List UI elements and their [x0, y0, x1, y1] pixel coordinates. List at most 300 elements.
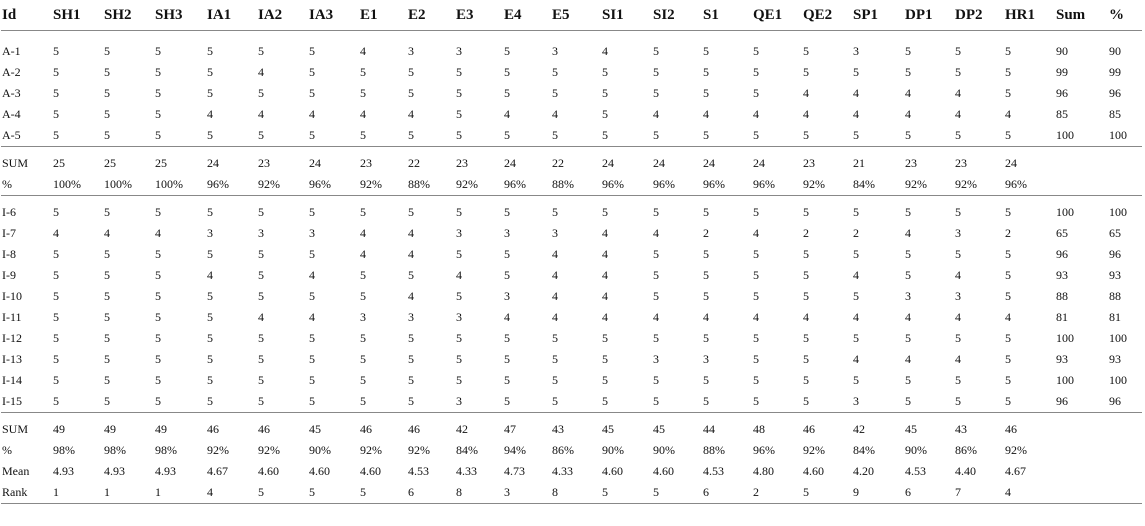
table-cell: 4	[258, 107, 264, 121]
table-cell: 5	[602, 128, 608, 142]
table-cell: 7	[955, 482, 1005, 504]
table-cell: 5	[456, 196, 504, 224]
table-cell: 22	[408, 147, 456, 175]
table-cell: 90%	[602, 443, 624, 457]
table-cell: 5	[753, 65, 759, 79]
table-cell: 49	[155, 413, 207, 441]
table-cell: 96	[1056, 394, 1068, 408]
table-cell: 4	[258, 310, 264, 324]
table-cell: 48	[753, 413, 803, 441]
table-cell: 5	[360, 196, 408, 224]
row-label: %	[2, 177, 12, 191]
table-cell: 5	[207, 352, 213, 366]
table-row	[1, 223, 1142, 244]
table-cell: 96	[1109, 86, 1121, 100]
table-cell: 5	[955, 331, 961, 345]
table-cell: 100%	[53, 177, 81, 191]
table-cell: 93	[1109, 268, 1121, 282]
row-label: I-11	[2, 310, 22, 324]
table-cell: 5	[803, 44, 809, 58]
table-cell: 5	[653, 289, 659, 303]
table-cell: 4.60	[602, 464, 623, 478]
table-cell: 4	[408, 107, 414, 121]
table-cell: 4	[803, 86, 809, 100]
table-cell: 4	[753, 226, 759, 240]
table-cell: 3	[504, 226, 510, 240]
table-cell: 5	[360, 352, 366, 366]
table-cell: 4	[803, 107, 809, 121]
table-cell: 4	[408, 289, 414, 303]
table-cell: 5	[504, 394, 510, 408]
table-cell: 4	[955, 107, 961, 121]
table-cell: 5	[258, 289, 264, 303]
table-cell: 4.93	[104, 464, 125, 478]
table-cell: 5	[955, 196, 1005, 224]
table-cell: 85	[1056, 107, 1068, 121]
row-label: SUM	[1, 147, 53, 175]
header-row	[1, 0, 1142, 31]
table-cell	[1109, 174, 1142, 196]
table-cell: 5	[653, 196, 703, 224]
table-cell: 5	[1005, 268, 1011, 282]
column-header: DP1	[905, 0, 955, 31]
table-cell: 45	[653, 413, 703, 441]
table-cell: 4	[602, 226, 608, 240]
table-cell: 4	[602, 289, 608, 303]
table-cell: 5	[905, 373, 911, 387]
table-cell: 5	[653, 247, 659, 261]
table-cell: 4	[552, 310, 558, 324]
table-cell: 5	[504, 196, 552, 224]
table-cell: 5	[408, 352, 414, 366]
table-cell: 5	[53, 128, 59, 142]
table-cell: 5	[753, 196, 803, 224]
table-cell: 5	[309, 86, 315, 100]
table-cell: 4	[653, 107, 659, 121]
table-cell: 4	[703, 107, 709, 121]
row-label: A-2	[2, 65, 21, 79]
table-cell: 4.53	[703, 464, 724, 478]
row-label: SUM	[1, 413, 53, 441]
table-cell: 4.53	[408, 464, 429, 478]
table-cell: 5	[753, 128, 759, 142]
row-label: I-12	[2, 331, 22, 345]
table-cell: 4	[905, 107, 911, 121]
table-cell: 5	[155, 44, 161, 58]
table-cell: 85	[1109, 107, 1121, 121]
row-label: I-10	[2, 289, 22, 303]
table-cell: 2	[803, 226, 809, 240]
table-cell: 2	[703, 226, 709, 240]
table-cell: 5	[104, 373, 110, 387]
summary-row	[1, 440, 1142, 461]
table-cell: 3	[905, 289, 911, 303]
column-header: SH3	[155, 0, 207, 31]
table-cell: 5	[905, 44, 911, 58]
table-cell	[1109, 440, 1142, 461]
table-cell: 24	[207, 147, 258, 175]
table-cell: 5	[456, 247, 462, 261]
table-cell: 5	[104, 196, 155, 224]
table-cell: 4.20	[853, 464, 874, 478]
table-cell: 92%	[360, 177, 382, 191]
table-cell: 4.40	[955, 464, 976, 478]
table-cell: 90	[1109, 44, 1121, 58]
table-cell: 25	[104, 147, 155, 175]
table-row	[1, 244, 1142, 265]
table-cell: 5	[853, 373, 859, 387]
table-cell: 4	[905, 226, 911, 240]
table-cell: 5	[905, 331, 911, 345]
table-cell: 5	[602, 394, 608, 408]
column-header: SI2	[653, 0, 703, 31]
table-cell: 3	[955, 289, 961, 303]
table-cell: 3	[360, 310, 366, 324]
table-cell: 5	[53, 268, 59, 282]
table-cell: 92%	[207, 443, 229, 457]
table-cell: 3	[955, 226, 961, 240]
table-cell: 86%	[955, 443, 977, 457]
table-cell: 4	[53, 226, 59, 240]
table-cell: 5	[753, 373, 759, 387]
table-cell: 5	[155, 352, 161, 366]
table-cell: 5	[803, 196, 853, 224]
table-cell: 4	[104, 226, 110, 240]
table-cell: 5	[703, 373, 709, 387]
table-cell: 46	[1005, 413, 1056, 441]
table-cell: 45	[309, 413, 360, 441]
table-cell: 93	[1056, 268, 1068, 282]
table-cell: 24	[653, 147, 703, 175]
table-cell: 81	[1056, 310, 1068, 324]
table-cell: 46	[258, 413, 309, 441]
column-header: S1	[703, 0, 753, 31]
column-header: SI1	[602, 0, 653, 31]
column-header: IA3	[309, 0, 360, 31]
table-cell: 5	[155, 289, 161, 303]
table-cell: 5	[408, 373, 414, 387]
table-cell: 3	[456, 226, 462, 240]
row-label: A-4	[2, 107, 21, 121]
table-cell: 23	[905, 147, 955, 175]
table-cell: 92%	[360, 443, 382, 457]
table-cell: 5	[104, 44, 110, 58]
table-cell: 5	[258, 394, 264, 408]
table-cell: 3	[504, 289, 510, 303]
table-cell: 5	[1005, 394, 1011, 408]
table-cell: 90%	[653, 443, 675, 457]
table-cell: 4	[753, 310, 759, 324]
table-cell: 92%	[456, 177, 478, 191]
table-cell: 5	[360, 394, 366, 408]
table-cell: 5	[803, 289, 809, 303]
table-cell: 5	[803, 128, 809, 142]
table-cell: 5	[602, 352, 608, 366]
table-cell: 4	[853, 86, 859, 100]
table-cell: 5	[360, 482, 408, 504]
table-cell: 5	[155, 247, 161, 261]
table-cell: 88	[1056, 289, 1068, 303]
table-cell: 4.33	[456, 464, 477, 478]
table-cell: 42	[853, 413, 905, 441]
table-cell: 4	[853, 352, 859, 366]
table-cell: 23	[258, 147, 309, 175]
table-cell: 88	[1109, 289, 1121, 303]
table-cell: 5	[753, 86, 759, 100]
table-cell: 4	[408, 247, 414, 261]
table-cell: 88%	[703, 443, 725, 457]
column-header: %	[1109, 0, 1142, 31]
table-cell: 5	[258, 128, 264, 142]
table-cell: 100	[1056, 128, 1074, 142]
table-cell: 5	[1005, 247, 1011, 261]
table-cell: 4	[1005, 482, 1056, 504]
table-cell: 5	[602, 482, 653, 504]
table-cell: 4	[408, 226, 414, 240]
table-cell: 44	[703, 413, 753, 441]
table-cell: 5	[309, 196, 360, 224]
table-cell: 96	[1109, 247, 1121, 261]
table-cell: 3	[408, 44, 414, 58]
table-cell: 90%	[309, 443, 331, 457]
table-cell: 5	[155, 196, 207, 224]
table-cell: 5	[653, 128, 659, 142]
table-cell: 5	[552, 86, 558, 100]
table-cell: 5	[408, 65, 414, 79]
table-cell: 5	[53, 310, 59, 324]
table-cell: 47	[504, 413, 552, 441]
table-cell: 4	[955, 268, 961, 282]
table-cell: 45	[602, 413, 653, 441]
table-cell: 5	[955, 128, 961, 142]
table-cell: 5	[753, 331, 759, 345]
table-cell: 5	[155, 128, 161, 142]
table-cell: 24	[753, 147, 803, 175]
table-cell: 5	[104, 86, 110, 100]
table-cell: 5	[104, 268, 110, 282]
summary-row	[1, 461, 1142, 482]
table-cell: 5	[155, 394, 161, 408]
table-cell: 5	[602, 373, 608, 387]
table-cell: 5	[207, 44, 213, 58]
table-cell: 5	[258, 86, 264, 100]
table-row	[1, 307, 1142, 328]
table-cell: 6	[905, 482, 955, 504]
table-cell: 84%	[853, 443, 875, 457]
table-cell: 96%	[504, 177, 526, 191]
table-cell: 96%	[653, 177, 675, 191]
table-cell: 5	[309, 44, 315, 58]
table-cell: 5	[803, 394, 809, 408]
table-cell: 4.93	[155, 464, 176, 478]
table-cell: 4	[456, 268, 462, 282]
summary-row	[1, 413, 1142, 441]
table-cell: 5	[309, 289, 315, 303]
table-cell: 100	[1109, 373, 1127, 387]
table-cell: 21	[853, 147, 905, 175]
table-cell: 96%	[753, 443, 775, 457]
table-cell: 92%	[408, 443, 430, 457]
row-label: A-5	[2, 128, 21, 142]
table-cell: 4	[504, 310, 510, 324]
table-cell: 4	[207, 107, 213, 121]
table-cell: 5	[905, 196, 955, 224]
table-cell: 65	[1056, 226, 1068, 240]
table-cell: 5	[360, 128, 366, 142]
table-cell: 5	[753, 289, 759, 303]
table-cell: 2	[1005, 226, 1011, 240]
table-cell: 8	[552, 482, 602, 504]
row-label: I-15	[2, 394, 22, 408]
table-cell: 5	[1005, 331, 1011, 345]
table-cell: 5	[456, 65, 462, 79]
table-cell: 1	[53, 482, 104, 504]
table-cell: 5	[602, 65, 608, 79]
table-cell	[1109, 461, 1142, 482]
table-cell: 5	[258, 247, 264, 261]
table-cell: 5	[360, 289, 366, 303]
table-cell: 5	[309, 352, 315, 366]
column-header: SH2	[104, 0, 155, 31]
table-cell: 5	[207, 310, 213, 324]
table-cell: 100	[1109, 331, 1127, 345]
table-cell: 92%	[905, 177, 927, 191]
table-cell: 5	[803, 352, 809, 366]
table-cell: 49	[104, 413, 155, 441]
table-cell: 5	[360, 268, 366, 282]
table-cell: 5	[53, 289, 59, 303]
table-cell: 100	[1056, 196, 1109, 224]
table-cell: 22	[552, 147, 602, 175]
table-cell: 4	[360, 226, 366, 240]
table-cell: 6	[703, 482, 753, 504]
table-cell: 42	[456, 413, 504, 441]
table-cell: 5	[309, 373, 315, 387]
table-cell: 5	[803, 65, 809, 79]
table-cell: 3	[408, 310, 414, 324]
table-cell: 5	[552, 352, 558, 366]
table-cell: 5	[53, 352, 59, 366]
table-cell: 3	[456, 44, 462, 58]
table-cell: 5	[653, 65, 659, 79]
table-cell: 5	[104, 65, 110, 79]
table-cell: 5	[504, 44, 510, 58]
table-cell: 5	[360, 373, 366, 387]
table-cell: 5	[703, 196, 753, 224]
table-cell: 5	[703, 128, 709, 142]
table-cell: 6	[408, 482, 456, 504]
table-cell: 3	[853, 44, 859, 58]
table-cell: 4	[905, 310, 911, 324]
table-cell: 5	[258, 268, 264, 282]
table-cell: 5	[703, 44, 709, 58]
table-cell: 100%	[104, 177, 132, 191]
table-cell: 5	[104, 247, 110, 261]
table-cell: 5	[803, 482, 853, 504]
table-cell: 86%	[552, 443, 574, 457]
table-cell: 5	[1005, 352, 1011, 366]
column-header: QE2	[803, 0, 853, 31]
table-cell: 46	[207, 413, 258, 441]
table-cell: 96%	[309, 177, 331, 191]
table-cell: 92%	[258, 443, 280, 457]
table-cell: 49	[53, 413, 104, 441]
table-cell: 9	[853, 482, 905, 504]
table-cell: 46	[360, 413, 408, 441]
table-cell: 4	[602, 44, 608, 58]
table-cell: 5	[408, 331, 414, 345]
table-cell: 5	[853, 65, 859, 79]
table-cell: 4	[955, 310, 961, 324]
table-cell: 5	[309, 128, 315, 142]
table-cell: 4.67	[1005, 464, 1026, 478]
table-cell: 5	[258, 331, 264, 345]
table-cell: 5	[1005, 65, 1011, 79]
table-cell: 5	[53, 107, 59, 121]
table-cell: 24	[602, 147, 653, 175]
table-cell: 5	[207, 394, 213, 408]
table-cell: 5	[753, 44, 759, 58]
column-header: E3	[456, 0, 504, 31]
row-label: Rank	[1, 482, 53, 504]
column-header: IA1	[207, 0, 258, 31]
table-cell: 96%	[703, 177, 725, 191]
table-cell: 96	[1109, 394, 1121, 408]
table-cell: 4	[905, 352, 911, 366]
table-cell: 5	[602, 331, 608, 345]
table-cell: 4	[552, 247, 558, 261]
column-header: QE1	[753, 0, 803, 31]
table-cell: 5	[155, 86, 161, 100]
column-header: E2	[408, 0, 456, 31]
table-cell: 5	[905, 247, 911, 261]
table-cell: 94%	[504, 443, 526, 457]
table-row	[1, 125, 1142, 147]
table-cell: 5	[853, 247, 859, 261]
table-cell: 5	[258, 482, 309, 504]
table-cell: 98%	[155, 443, 177, 457]
table-cell: 4	[207, 482, 258, 504]
row-label: %	[2, 443, 12, 457]
table-cell: 5	[207, 86, 213, 100]
table-cell: 5	[703, 394, 709, 408]
table-cell: 4	[653, 226, 659, 240]
row-label: I-13	[2, 352, 22, 366]
row-label: I-6	[1, 196, 53, 224]
table-cell: 3	[853, 394, 859, 408]
table-cell: 25	[53, 147, 104, 175]
table-cell: 5	[360, 331, 366, 345]
table-cell: 4.53	[905, 464, 926, 478]
table-cell: 46	[408, 413, 456, 441]
table-cell: 5	[653, 394, 659, 408]
table-cell: 4	[703, 310, 709, 324]
table-cell: 4	[753, 107, 759, 121]
table-cell: 5	[207, 65, 213, 79]
table-cell: 5	[1005, 86, 1011, 100]
table-cell: 5	[853, 128, 859, 142]
summary-row	[1, 147, 1142, 175]
table-cell: 5	[504, 268, 510, 282]
table-cell: 5	[653, 86, 659, 100]
table-cell: 46	[803, 413, 853, 441]
table-cell: 88%	[408, 177, 430, 191]
table-cell	[1056, 461, 1109, 482]
table-cell: 24	[1005, 147, 1056, 175]
row-label: I-14	[2, 373, 22, 387]
table-cell: 5	[602, 86, 608, 100]
table-cell: 4	[360, 107, 366, 121]
